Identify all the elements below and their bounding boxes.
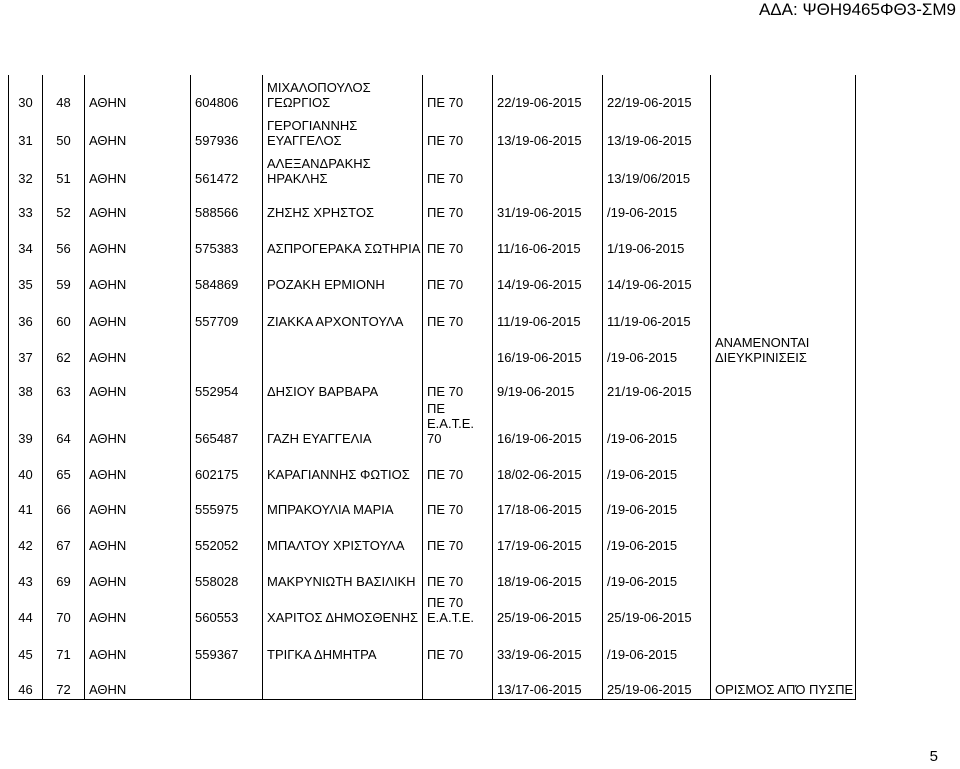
table-row bbox=[9, 188, 856, 222]
cell-note bbox=[711, 555, 856, 591]
table-row bbox=[9, 627, 856, 664]
cell-specialty: ΠΕ 70 bbox=[423, 112, 493, 150]
cell-row-number: 37 bbox=[9, 331, 43, 367]
cell-full-name: ΔΗΣΙΟΥ ΒΑΡΒΑΡΑ bbox=[263, 367, 423, 401]
cell-city: ΑΘΗΝ bbox=[85, 519, 191, 555]
table-row bbox=[9, 401, 856, 448]
cell-index: 51 bbox=[43, 150, 85, 188]
cell-row-number: 45 bbox=[9, 627, 43, 664]
cell-city: ΑΘΗΝ bbox=[85, 75, 191, 112]
cell-date-1: 16/19-06-2015 bbox=[493, 401, 603, 448]
cell-specialty: ΠΕ 70 bbox=[423, 188, 493, 222]
cell-date-2: /19-06-2015 bbox=[603, 519, 711, 555]
cell-specialty: ΠΕ 70 bbox=[423, 258, 493, 294]
cell-date-2: 1/19-06-2015 bbox=[603, 222, 711, 258]
cell-note: ΟΡΙΣΜΟΣ ΑΠΌ ΠΥΣΠΕ bbox=[711, 664, 856, 699]
cell-city: ΑΘΗΝ bbox=[85, 331, 191, 367]
cell-row-number: 34 bbox=[9, 222, 43, 258]
cell-row-number: 46 bbox=[9, 664, 43, 699]
table-body bbox=[9, 75, 856, 699]
cell-note bbox=[711, 150, 856, 188]
cell-specialty: ΠΕ Ε.Α.Τ.Ε. 70 bbox=[423, 401, 493, 448]
cell-row-number: 42 bbox=[9, 519, 43, 555]
cell-row-number: 41 bbox=[9, 484, 43, 519]
cell-specialty: ΠΕ 70 bbox=[423, 555, 493, 591]
cell-date-1: 9/19-06-2015 bbox=[493, 367, 603, 401]
cell-date-1: 14/19-06-2015 bbox=[493, 258, 603, 294]
table-row bbox=[9, 555, 856, 591]
cell-note bbox=[711, 484, 856, 519]
cell-row-number: 38 bbox=[9, 367, 43, 401]
cell-full-name: ΓΑΖΗ ΕΥΑΓΓΕΛΙΑ bbox=[263, 401, 423, 448]
cell-date-2: /19-06-2015 bbox=[603, 484, 711, 519]
cell-city: ΑΘΗΝ bbox=[85, 367, 191, 401]
cell-city: ΑΘΗΝ bbox=[85, 401, 191, 448]
cell-specialty: ΠΕ 70 bbox=[423, 294, 493, 331]
cell-note bbox=[711, 294, 856, 331]
table-row bbox=[9, 591, 856, 627]
cell-specialty: ΠΕ 70 bbox=[423, 367, 493, 401]
cell-city: ΑΘΗΝ bbox=[85, 188, 191, 222]
cell-full-name: ΖΗΣΗΣ ΧΡΗΣΤΟΣ bbox=[263, 188, 423, 222]
cell-full-name: ΑΣΠΡΟΓΕΡΑΚΑ ΣΩΤΗΡΙΑ bbox=[263, 222, 423, 258]
cell-specialty: ΠΕ 70 bbox=[423, 627, 493, 664]
cell-date-1 bbox=[493, 150, 603, 188]
cell-note bbox=[711, 519, 856, 555]
cell-row-number: 40 bbox=[9, 448, 43, 484]
cell-index: 64 bbox=[43, 401, 85, 448]
cell-note bbox=[711, 112, 856, 150]
cell-full-name: ΜΑΚΡΥΝΙΩΤΗ ΒΑΣΙΛΙΚΗ bbox=[263, 555, 423, 591]
cell-date-2: 25/19-06-2015 bbox=[603, 591, 711, 627]
cell-registry-code: 560553 bbox=[191, 591, 263, 627]
cell-city: ΑΘΗΝ bbox=[85, 627, 191, 664]
cell-full-name bbox=[263, 331, 423, 367]
cell-date-1: 25/19-06-2015 bbox=[493, 591, 603, 627]
table-row bbox=[9, 258, 856, 294]
cell-registry-code: 559367 bbox=[191, 627, 263, 664]
cell-index: 71 bbox=[43, 627, 85, 664]
cell-city: ΑΘΗΝ bbox=[85, 448, 191, 484]
cell-index: 48 bbox=[43, 75, 85, 112]
cell-date-2: /19-06-2015 bbox=[603, 627, 711, 664]
table-row bbox=[9, 150, 856, 188]
cell-index: 67 bbox=[43, 519, 85, 555]
cell-index: 50 bbox=[43, 112, 85, 150]
cell-registry-code: 597936 bbox=[191, 112, 263, 150]
cell-date-2: 14/19-06-2015 bbox=[603, 258, 711, 294]
cell-registry-code: 584869 bbox=[191, 258, 263, 294]
cell-full-name: ΜΠΡΑΚΟΥΛΙΑ ΜΑΡΙΑ bbox=[263, 484, 423, 519]
cell-index: 63 bbox=[43, 367, 85, 401]
cell-full-name: ΜΙΧΑΛΟΠΟΥΛΟΣ ΓΕΩΡΓΙΟΣ bbox=[263, 75, 423, 112]
cell-date-2: 11/19-06-2015 bbox=[603, 294, 711, 331]
cell-row-number: 30 bbox=[9, 75, 43, 112]
cell-note bbox=[711, 591, 856, 627]
cell-specialty: ΠΕ 70 bbox=[423, 484, 493, 519]
cell-city: ΑΘΗΝ bbox=[85, 664, 191, 699]
table-row bbox=[9, 294, 856, 331]
cell-registry-code: 604806 bbox=[191, 75, 263, 112]
cell-row-number: 43 bbox=[9, 555, 43, 591]
cell-full-name: ΖΙΑΚΚΑ ΑΡΧΟΝΤΟΥΛΑ bbox=[263, 294, 423, 331]
cell-note: ΑΝΑΜΕΝΟΝΤΑΙ ΔΙΕΥΚΡΙΝΙΣΕΙΣ bbox=[711, 331, 856, 367]
cell-registry-code: 557709 bbox=[191, 294, 263, 331]
cell-specialty bbox=[423, 331, 493, 367]
cell-date-2: 13/19/06/2015 bbox=[603, 150, 711, 188]
cell-note bbox=[711, 258, 856, 294]
cell-row-number: 32 bbox=[9, 150, 43, 188]
cell-date-1: 33/19-06-2015 bbox=[493, 627, 603, 664]
cell-note bbox=[711, 222, 856, 258]
cell-registry-code: 565487 bbox=[191, 401, 263, 448]
cell-registry-code: 561472 bbox=[191, 150, 263, 188]
cell-full-name: ΑΛΕΞΑΝΔΡΑΚΗΣ ΗΡΑΚΛΗΣ bbox=[263, 150, 423, 188]
cell-index: 62 bbox=[43, 331, 85, 367]
cell-note bbox=[711, 188, 856, 222]
cell-city: ΑΘΗΝ bbox=[85, 484, 191, 519]
cell-full-name bbox=[263, 664, 423, 699]
cell-city: ΑΘΗΝ bbox=[85, 222, 191, 258]
cell-date-2: /19-06-2015 bbox=[603, 401, 711, 448]
cell-city: ΑΘΗΝ bbox=[85, 258, 191, 294]
cell-registry-code: 588566 bbox=[191, 188, 263, 222]
cell-date-1: 16/19-06-2015 bbox=[493, 331, 603, 367]
cell-note bbox=[711, 367, 856, 401]
cell-row-number: 36 bbox=[9, 294, 43, 331]
cell-full-name: ΓΕΡΟΓΙΑΝΝΗΣ ΕΥΑΓΓΕΛΟΣ bbox=[263, 112, 423, 150]
cell-date-2: /19-06-2015 bbox=[603, 448, 711, 484]
cell-full-name: ΚΑΡΑΓΙΑΝΝΗΣ ΦΩΤΙΟΣ bbox=[263, 448, 423, 484]
cell-date-2: /19-06-2015 bbox=[603, 555, 711, 591]
cell-index: 59 bbox=[43, 258, 85, 294]
cell-date-2: 21/19-06-2015 bbox=[603, 367, 711, 401]
table-row bbox=[9, 664, 856, 699]
cell-index: 70 bbox=[43, 591, 85, 627]
cell-note bbox=[711, 448, 856, 484]
cell-registry-code: 552954 bbox=[191, 367, 263, 401]
cell-row-number: 33 bbox=[9, 188, 43, 222]
document-ada-code: ΑΔΑ: ΨΘΗ9465ΦΘ3-ΣΜ9 bbox=[758, 0, 956, 19]
cell-row-number: 35 bbox=[9, 258, 43, 294]
cell-note bbox=[711, 627, 856, 664]
cell-index: 69 bbox=[43, 555, 85, 591]
cell-registry-code: 552052 bbox=[191, 519, 263, 555]
cell-city: ΑΘΗΝ bbox=[85, 591, 191, 627]
table-row bbox=[9, 519, 856, 555]
cell-registry-code bbox=[191, 331, 263, 367]
cell-index: 65 bbox=[43, 448, 85, 484]
cell-date-1: 17/18-06-2015 bbox=[493, 484, 603, 519]
cell-note bbox=[711, 75, 856, 112]
cell-city: ΑΘΗΝ bbox=[85, 555, 191, 591]
cell-date-2: 13/19-06-2015 bbox=[603, 112, 711, 150]
cell-date-1: 13/19-06-2015 bbox=[493, 112, 603, 150]
table-row bbox=[9, 484, 856, 519]
cell-specialty: ΠΕ 70 bbox=[423, 75, 493, 112]
cell-specialty: ΠΕ 70 bbox=[423, 222, 493, 258]
cell-city: ΑΘΗΝ bbox=[85, 112, 191, 150]
cell-note bbox=[711, 401, 856, 448]
page-number: 5 bbox=[929, 748, 938, 765]
cell-registry-code: 602175 bbox=[191, 448, 263, 484]
cell-index: 60 bbox=[43, 294, 85, 331]
cell-date-1: 31/19-06-2015 bbox=[493, 188, 603, 222]
cell-date-1: 13/17-06-2015 bbox=[493, 664, 603, 699]
cell-date-1: 17/19-06-2015 bbox=[493, 519, 603, 555]
cell-date-2: /19-06-2015 bbox=[603, 331, 711, 367]
cell-date-2: 25/19-06-2015 bbox=[603, 664, 711, 699]
cell-date-2: /19-06-2015 bbox=[603, 188, 711, 222]
cell-registry-code: 575383 bbox=[191, 222, 263, 258]
cell-index: 52 bbox=[43, 188, 85, 222]
teacher-assignment-table bbox=[8, 75, 856, 700]
cell-date-1: 18/19-06-2015 bbox=[493, 555, 603, 591]
cell-row-number: 39 bbox=[9, 401, 43, 448]
cell-date-1: 18/02-06-2015 bbox=[493, 448, 603, 484]
cell-index: 56 bbox=[43, 222, 85, 258]
cell-registry-code: 558028 bbox=[191, 555, 263, 591]
cell-specialty: ΠΕ 70 bbox=[423, 448, 493, 484]
cell-full-name: ΜΠΑΛΤΟΥ ΧΡΙΣΤΟΥΛΑ bbox=[263, 519, 423, 555]
cell-registry-code: 555975 bbox=[191, 484, 263, 519]
table-row bbox=[9, 448, 856, 484]
cell-full-name: ΤΡΙΓΚΑ ΔΗΜΗΤΡΑ bbox=[263, 627, 423, 664]
cell-date-1: 11/19-06-2015 bbox=[493, 294, 603, 331]
cell-date-1: 22/19-06-2015 bbox=[493, 75, 603, 112]
table-row bbox=[9, 331, 856, 367]
cell-row-number: 44 bbox=[9, 591, 43, 627]
table-row bbox=[9, 222, 856, 258]
cell-full-name: ΧΑΡΙΤΟΣ ΔΗΜΟΣΘΕΝΗΣ bbox=[263, 591, 423, 627]
cell-registry-code bbox=[191, 664, 263, 699]
cell-date-2: 22/19-06-2015 bbox=[603, 75, 711, 112]
cell-row-number: 31 bbox=[9, 112, 43, 150]
cell-full-name: ΡΟΖΑΚΗ ΕΡΜΙΟΝΗ bbox=[263, 258, 423, 294]
cell-specialty bbox=[423, 664, 493, 699]
cell-specialty: ΠΕ 70 Ε.Α.Τ.Ε. bbox=[423, 591, 493, 627]
cell-date-1: 11/16-06-2015 bbox=[493, 222, 603, 258]
cell-specialty: ΠΕ 70 bbox=[423, 519, 493, 555]
table-row bbox=[9, 112, 856, 150]
cell-specialty: ΠΕ 70 bbox=[423, 150, 493, 188]
cell-city: ΑΘΗΝ bbox=[85, 294, 191, 331]
table-row bbox=[9, 75, 856, 112]
cell-city: ΑΘΗΝ bbox=[85, 150, 191, 188]
table-row bbox=[9, 367, 856, 401]
cell-index: 66 bbox=[43, 484, 85, 519]
cell-index: 72 bbox=[43, 664, 85, 699]
